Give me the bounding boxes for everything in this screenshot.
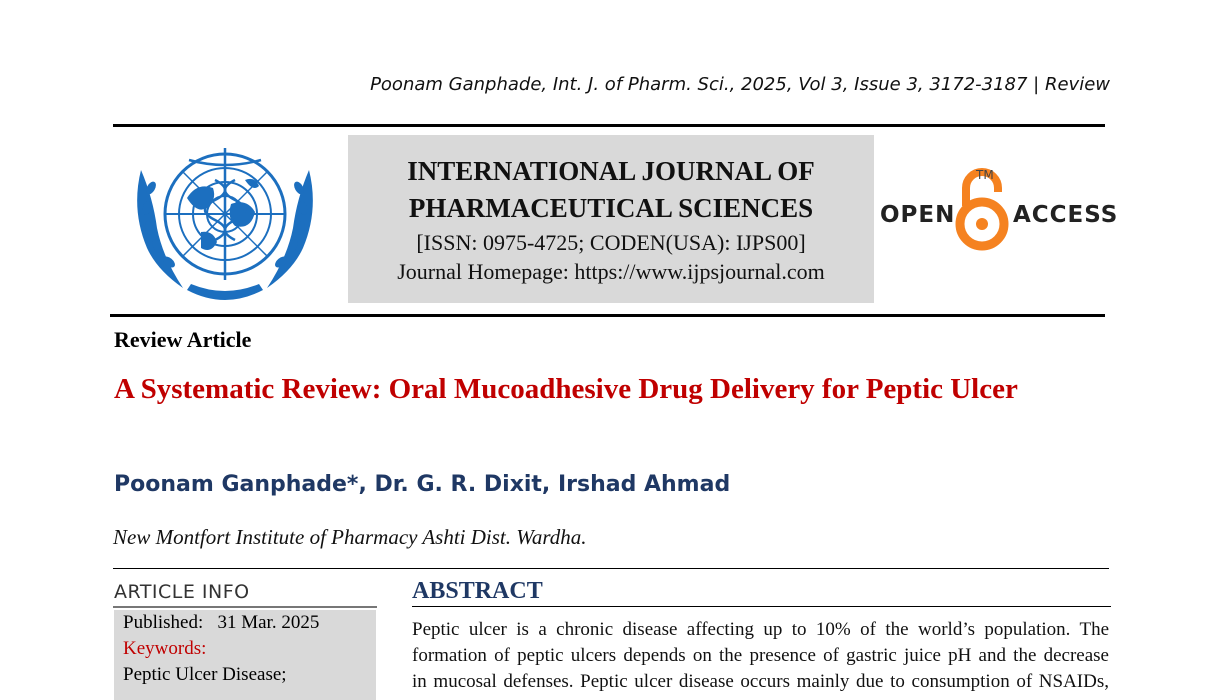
running-header-citation: Poonam Ganphade, Int. J. of Pharm. Sci., 2025, Vol 3, Issue 3, 3172-3187 | Review — [370, 74, 1110, 95]
article-info-box — [114, 610, 376, 700]
published-line — [123, 612, 319, 634]
article-title: A Systematic Review: Oral Mucoadhesive Drug Delivery for Peptic Ulcer — [114, 373, 1018, 405]
abstract-line: formation of peptic ulcers depends on the presence of gastric juice pH and the decrease — [412, 645, 1109, 666]
open-access-word-open: OPEN — [880, 202, 956, 228]
abstract-rule — [412, 606, 1111, 607]
article-info-rule — [113, 606, 377, 608]
article-type: Review Article — [114, 327, 252, 352]
open-access-word-access: ACCESS — [1013, 202, 1119, 228]
abstract-text — [412, 617, 1109, 695]
journal-name — [348, 153, 874, 227]
published-label: Published: — [123, 612, 204, 633]
journal-homepage: Journal Homepage: https://www.ijpsjournal.com — [397, 259, 825, 284]
article-info-heading: ARTICLE INFO — [114, 581, 250, 603]
abstract-line: in mucosal defenses. Peptic ulcer disease occurs mainly due to consumption of NSAIDs, — [412, 671, 1109, 692]
header-top-rule — [113, 124, 1105, 127]
keyword-item: Peptic Ulcer Disease; — [123, 664, 287, 685]
article-authors: Poonam Ganphade*, Dr. G. R. Dixit, Irshad Ahmad — [114, 472, 731, 497]
journal-name-line2: PHARMACEUTICAL SCIENCES — [408, 193, 814, 223]
journal-emblem-icon — [127, 140, 323, 306]
journal-issn: [ISSN: 0975-4725; CODEN(USA): IJPS00] — [416, 230, 806, 255]
published-date: 31 Mar. 2025 — [217, 612, 320, 633]
journal-masthead — [348, 135, 874, 303]
trademark-mark: TM — [976, 168, 994, 182]
author-affiliation: New Montfort Institute of Pharmacy Ashti Dist. Wardha. — [113, 525, 587, 549]
abstract-heading: ABSTRACT — [412, 578, 543, 604]
open-access-logo — [880, 162, 1119, 254]
header-bottom-rule — [110, 314, 1105, 317]
keywords-label: Keywords: — [123, 638, 207, 659]
journal-name-line1: INTERNATIONAL JOURNAL OF — [407, 156, 815, 186]
abstract-line: Peptic ulcer is a chronic disease affecting up to 10% of the world’s population. The — [412, 619, 1109, 640]
section-divider — [113, 568, 1109, 569]
